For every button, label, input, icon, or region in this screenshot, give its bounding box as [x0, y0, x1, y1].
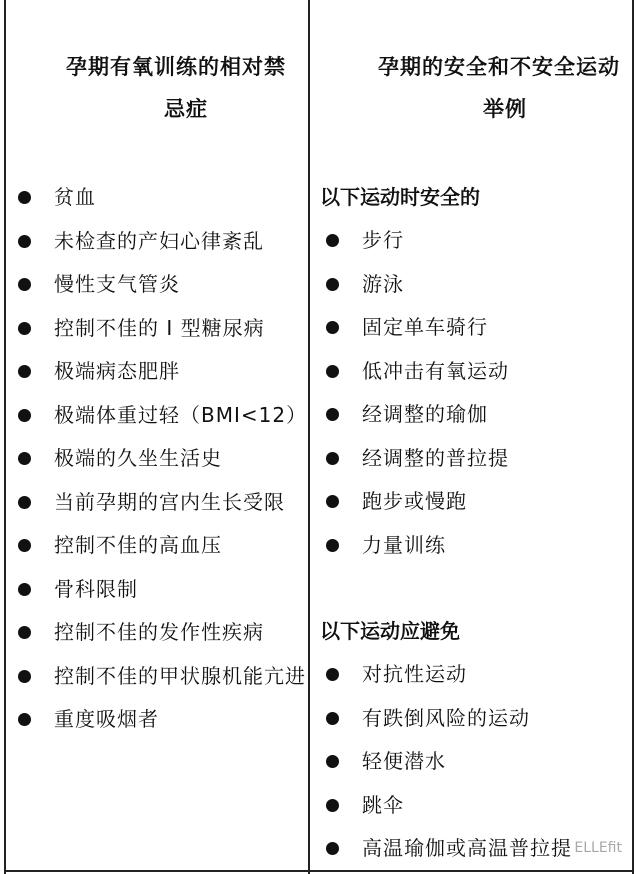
bullet-icon	[326, 539, 339, 552]
list-item-text: 极端体重过轻（BMI<12）	[54, 402, 308, 427]
bullet-icon	[326, 668, 339, 681]
list-item	[310, 306, 632, 350]
list-item-text: 游泳	[362, 271, 404, 296]
exercise-table	[4, 0, 634, 874]
bullet-icon	[326, 234, 339, 247]
list-item-text: 控制不佳的 I 型糖尿病	[54, 315, 265, 340]
bullet-icon	[326, 365, 339, 378]
list-item-text: 对抗性运动	[362, 662, 467, 686]
list-item-text: 固定单车骑行	[362, 315, 488, 339]
contraindications-heading-line2: 忌症	[164, 97, 208, 121]
bullet-icon	[18, 235, 31, 248]
bullet-icon	[18, 713, 31, 726]
list-item	[310, 697, 632, 741]
bullet-icon	[326, 842, 339, 855]
list-item	[6, 655, 306, 699]
list-item-text: 经调整的瑜伽	[362, 402, 488, 426]
list-item	[6, 176, 306, 220]
exercise-examples-heading-line1: 孕期的安全和不安全运动	[378, 55, 620, 79]
bullet-icon	[18, 191, 31, 204]
list-item-text: 贫血	[54, 185, 96, 209]
bullet-icon	[326, 408, 339, 421]
list-item	[310, 437, 632, 481]
list-item	[310, 524, 632, 568]
avoid-section-title: 以下运动应避免	[320, 619, 460, 643]
bullet-icon	[326, 278, 339, 291]
list-item-text: 控制不佳的甲状腺机能亢进	[54, 663, 306, 688]
list-item-text: 未检查的产妇心律紊乱	[54, 228, 264, 253]
list-item	[310, 219, 632, 263]
avoid-exercise-list	[310, 653, 632, 871]
contraindications-heading	[66, 46, 306, 130]
bullet-icon	[326, 321, 339, 334]
list-item	[310, 784, 632, 828]
bullet-icon	[18, 322, 31, 335]
list-item-text: 力量训练	[362, 532, 446, 557]
list-item-text: 慢性支气管炎	[54, 272, 180, 296]
list-item	[310, 350, 632, 394]
list-item	[6, 350, 306, 394]
bullet-icon	[18, 539, 31, 552]
list-item-text: 骨科限制	[54, 576, 138, 601]
bullet-icon	[18, 365, 31, 378]
list-item	[6, 481, 306, 525]
bullet-icon	[326, 452, 339, 465]
list-item-text: 有跌倒风险的运动	[362, 705, 530, 730]
exercise-examples-heading	[378, 46, 632, 130]
safe-exercise-list	[310, 219, 632, 567]
bullet-icon	[326, 495, 339, 508]
list-item-text: 控制不佳的高血压	[54, 533, 222, 557]
list-item-text: 当前孕期的宫内生长受限	[54, 489, 285, 514]
bullet-icon	[18, 452, 31, 465]
list-item	[310, 653, 632, 697]
list-item	[6, 307, 306, 351]
list-item	[6, 263, 306, 307]
bullet-icon	[326, 755, 339, 768]
safe-section-title: 以下运动时安全的	[320, 185, 480, 209]
list-item	[6, 394, 306, 438]
list-item	[6, 437, 306, 481]
list-item	[6, 611, 306, 655]
bullet-icon	[18, 278, 31, 291]
list-item	[6, 698, 306, 742]
list-item-text: 跑步或慢跑	[362, 489, 467, 513]
list-item-text: 经调整的普拉提	[362, 445, 509, 470]
contraindications-list	[6, 176, 306, 742]
list-item-text: 控制不佳的发作性疾病	[54, 620, 264, 644]
list-item-text: 跳伞	[362, 792, 404, 817]
bullet-icon	[18, 496, 31, 509]
bullet-icon	[18, 583, 31, 596]
bullet-icon	[326, 712, 339, 725]
list-item	[310, 740, 632, 784]
list-item	[310, 480, 632, 524]
list-item-text: 低冲击有氧运动	[362, 358, 509, 383]
list-item-text: 极端病态肥胖	[54, 359, 180, 383]
bullet-icon	[18, 626, 31, 639]
list-item	[310, 393, 632, 437]
list-item	[6, 524, 306, 568]
list-item-text: 步行	[362, 228, 404, 252]
list-item	[6, 568, 306, 612]
list-item-text: 极端的久坐生活史	[54, 446, 222, 470]
bullet-icon	[18, 670, 31, 683]
exercise-examples-heading-line2: 举例	[483, 97, 527, 121]
list-item	[6, 220, 306, 264]
list-item-text: 轻便潜水	[362, 749, 446, 773]
list-item-text: 重度吸烟者	[54, 707, 159, 731]
watermark: ELLEfit	[574, 840, 622, 856]
contraindications-heading-line1: 孕期有氧训练的相对禁	[66, 55, 286, 79]
bullet-icon	[326, 799, 339, 812]
list-item-text: 高温瑜伽或高温普拉提	[362, 836, 572, 860]
list-item	[310, 263, 632, 307]
bullet-icon	[18, 409, 31, 422]
